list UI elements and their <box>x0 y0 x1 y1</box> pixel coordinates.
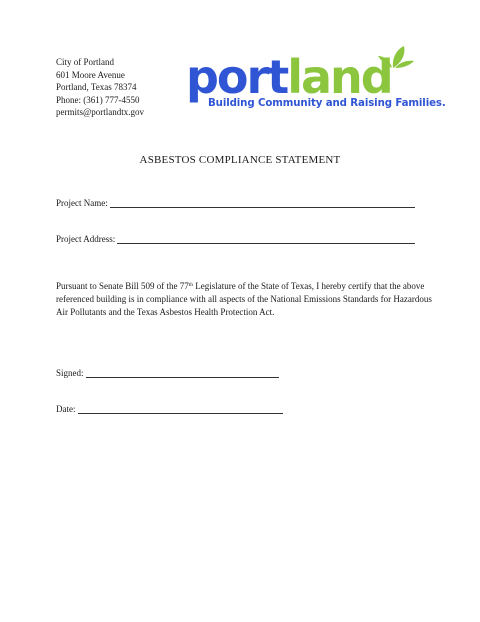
logo-tagline: Building Community and Raising Families. <box>208 98 446 109</box>
project-name-field[interactable] <box>56 198 415 208</box>
logo-word-land: land <box>287 50 392 104</box>
date-label: Date: <box>56 404 76 414</box>
signature-field[interactable] <box>56 368 279 378</box>
logo-wordmark <box>186 52 392 102</box>
date-line[interactable] <box>78 404 283 414</box>
city-logo <box>186 46 446 120</box>
statement-text-end: Legislature of the State of Texas, I hereby certify that the above referenced building is in compliance with all aspects of the National Emissions Standards for Hazardous Air Pollutants and the Texas Asbestos Health Protection Act. <box>56 281 432 317</box>
sender-city-state-zip: Portland, Texas 78374 <box>56 82 137 92</box>
document-title: ASBESTOS COMPLIANCE STATEMENT <box>139 154 341 166</box>
statement-text-start: Pursuant to Senate Bill 509 of the 77 <box>56 281 189 291</box>
signature-line[interactable] <box>86 368 279 378</box>
project-address-field[interactable] <box>56 234 415 244</box>
project-name-label: Project Name: <box>56 198 108 208</box>
sender-address-block <box>56 56 144 119</box>
sender-email: permits@portlandtx.gov <box>56 107 145 117</box>
statement-superscript: th <box>188 282 194 288</box>
sender-street: 601 Moore Avenue <box>56 69 125 80</box>
date-field[interactable] <box>56 404 283 414</box>
signed-label: Signed: <box>56 368 84 378</box>
compliance-statement <box>56 280 436 319</box>
sender-phone: Phone: (361) 777-4550 <box>56 94 140 105</box>
sender-name: City of Portland <box>56 57 114 67</box>
project-address-label: Project Address: <box>56 234 116 244</box>
logo-word-port: port <box>186 50 288 104</box>
project-name-line[interactable] <box>110 198 415 208</box>
project-address-line[interactable] <box>117 234 415 244</box>
